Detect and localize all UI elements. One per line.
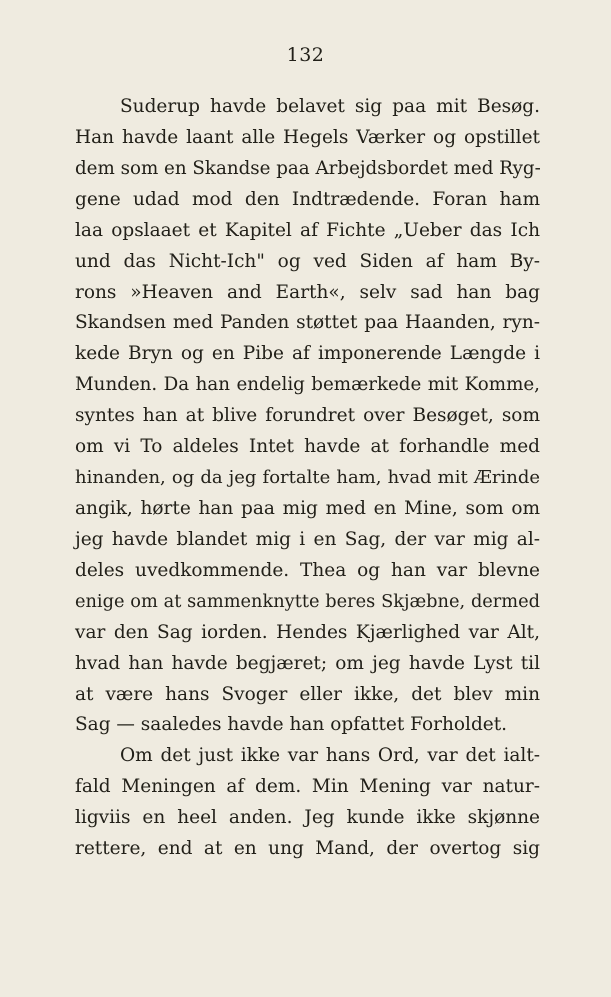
text-line: gene udad mod den Indtrædende. Foran ham	[75, 188, 540, 210]
text-line: Suderup havde belavet sig paa mit Besøg.	[120, 96, 540, 117]
body-text	[75, 92, 540, 865]
text-line: und das Nicht-Ich" og ved Siden af ham By-	[75, 250, 540, 272]
text-line: kede Bryn og en Pibe af imponerende Længde i	[75, 343, 540, 365]
text-line: hvad han havde begjæret; om jeg havde Lyst til	[75, 652, 540, 674]
text-line: deles uvedkommende. Thea og han var blevne	[75, 559, 540, 581]
text-line: rettere, end at en ung Mand, der overtog sig	[75, 838, 540, 860]
text-line: dem som en Skandse paa Arbejdsbordet med Ryg-	[75, 157, 541, 179]
text-line: Om det just ikke var hans Ord, var det ialt-	[120, 745, 540, 767]
text-line: jeg havde blandet mig i en Sag, der var mig al-	[75, 528, 540, 550]
text-line: rons »Heaven and Earth«, selv sad han bag	[75, 281, 540, 303]
text-line: Skandsen med Panden støttet paa Haanden, ryn-	[75, 312, 540, 334]
text-line: Munden. Da han endelig bemærkede mit Komme,	[75, 374, 540, 396]
text-line: ligviis en heel anden. Jeg kunde ikke skjønne	[75, 807, 540, 829]
text-line: syntes han at blive forundret over Besøget, som	[75, 405, 540, 427]
text-line: enige om at sammenknytte beres Skjæbne, dermed	[75, 591, 540, 612]
page-number: 132	[286, 44, 325, 66]
text-line: at være hans Svoger eller ikke, det blev min	[75, 683, 540, 705]
text-line: laa opslaaet et Kapitel af Fichte „Ueber das Ich	[75, 219, 540, 241]
text-line: Sag — saaledes havde han opfattet Forholdet.	[75, 714, 508, 736]
text-line: Han havde laant alle Hegels Værker og opstillet	[75, 126, 540, 148]
text-line: om vi To aldeles Intet havde at forhandle med	[75, 436, 540, 458]
text-line: fald Meningen af dem. Min Mening var natur-	[75, 776, 540, 798]
text-line: angik, hørte han paa mig med en Mine, som om	[75, 497, 540, 519]
text-line: hinanden, og da jeg fortalte ham, hvad mit Ærinde	[75, 467, 540, 489]
text-line: var den Sag iorden. Hendes Kjærlighed var Alt,	[75, 621, 540, 643]
